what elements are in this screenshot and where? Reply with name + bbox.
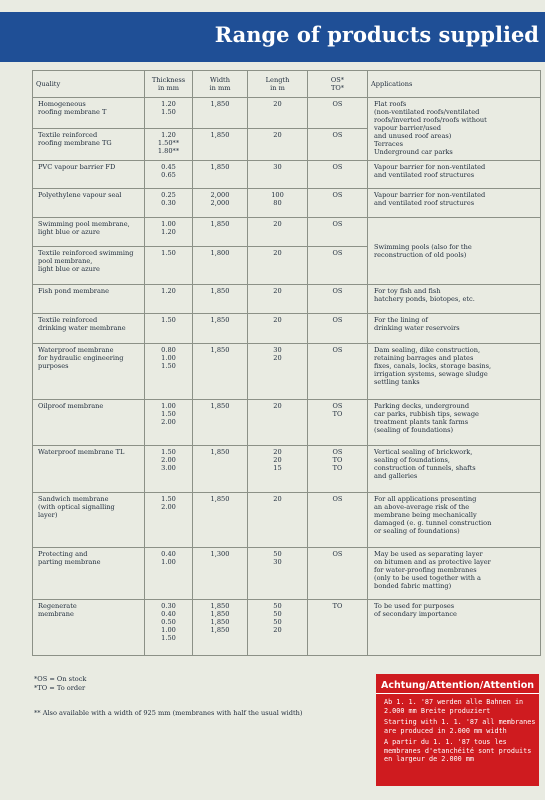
cell-stock: OS [308,129,368,161]
cell-length: 20 [248,400,308,446]
cell-stock: OS [308,98,368,129]
cell-thickness: 0.30 0.40 0.50 1.00 1.50 [145,600,193,656]
cell-thickness: 0.25 0.30 [145,189,193,218]
table-row [33,285,541,314]
cell-length: 50 30 [248,548,308,600]
cell-thickness: 1.50 [145,247,193,285]
cell-applications: Parking decks, underground car parks, rubbish tips, sewage treatment plants tank farms (sealing of foundations) [368,400,541,446]
cell-quality: Sandwich membrane (with optical signalling layer) [33,493,145,548]
header-quality: Quality [33,71,145,98]
header-thickness: Thickness in mm [145,71,193,98]
cell-thickness: 1.50 [145,314,193,344]
table-row [33,98,541,129]
table-row [33,161,541,189]
cell-applications: Swimming pools (also for the reconstruction of old pools) [368,218,541,285]
cell-length: 20 [248,493,308,548]
table-row [33,600,541,656]
cell-stock: OS [308,285,368,314]
cell-thickness: 1.20 1.50 [145,98,193,129]
notice-text [384,698,536,767]
header-stock: OS* TO* [308,71,368,98]
cell-width: 1,850 [193,344,248,400]
cell-stock: OS [308,189,368,218]
cell-length: 50 50 50 20 [248,600,308,656]
cell-stock: OS [308,344,368,400]
notice-title: Achtung/Attention/Attention [380,680,534,691]
cell-thickness: 1.00 1.50 2.00 [145,400,193,446]
cell-width: 1,850 [193,161,248,189]
cell-applications: Vertical sealing of brickwork, sealing of foundations, construction of tunnels, shafts and galleries [368,446,541,493]
notice-divider [376,693,539,694]
cell-stock: OS [308,548,368,600]
products-table [32,70,541,656]
cell-stock: OS TO [308,400,368,446]
cell-length: 20 [248,218,308,247]
notice-english: Starting with 1. 1. '87 all membranes are produced in 2.000 mm width [384,718,536,735]
cell-thickness: 1.50 2.00 3.00 [145,446,193,493]
cell-stock: OS TO TO [308,446,368,493]
cell-quality: Waterproof membrane for hydraulic engineering purposes [33,344,145,400]
cell-width: 1,800 [193,247,248,285]
cell-thickness: 0.80 1.00 1.50 [145,344,193,400]
page-title: Range of products supplied [214,22,539,47]
cell-length: 30 20 [248,344,308,400]
cell-applications: May be used as separating layer on bitumen and as protective layer for water-proofing membranes (only to be used together with a bonded fabric matting) [368,548,541,600]
table-row [33,218,541,247]
cell-width: 1,850 [193,129,248,161]
table-row [33,400,541,446]
cell-applications: For toy fish and fish hatchery ponds, biotopes, etc. [368,285,541,314]
cell-thickness: 1.20 [145,285,193,314]
cell-quality: Swimming pool membrane, light blue or azure [33,218,145,247]
cell-thickness: 0.40 1.00 [145,548,193,600]
notice-german: Ab 1. 1. '87 werden alle Bahnen in 2.000 mm Breite produziert [384,698,524,715]
cell-stock: TO [308,600,368,656]
cell-applications: Flat roofs (non-ventilated roofs/ventilated roofs/inverted roofs/roofs without vapour barrier/used and unused roof areas) Terraces Underground car parks [368,98,541,161]
header-applications: Applications [368,71,541,98]
cell-length: 20 [248,247,308,285]
header-width: Width in mm [193,71,248,98]
cell-length: 20 [248,285,308,314]
cell-quality: Regenerate membrane [33,600,145,656]
cell-quality: Homogeneous roofing membrane T [33,98,145,129]
cell-length: 20 [248,98,308,129]
cell-stock: OS [308,247,368,285]
cell-length: 30 [248,161,308,189]
cell-width: 2,000 2,000 [193,189,248,218]
cell-stock: OS [308,493,368,548]
table-row [33,446,541,493]
table-row [33,344,541,400]
cell-applications: Vapour barrier for non-ventilated and ventilated roof structures [368,161,541,189]
cell-quality: Waterproof membrane TL [33,446,145,493]
cell-stock: OS [308,218,368,247]
cell-width: 1,850 [193,98,248,129]
cell-length: 20 20 15 [248,446,308,493]
cell-width: 1,850 [193,400,248,446]
cell-applications: To be used for purposes of secondary importance [368,600,541,656]
cell-quality: PVC vapour barrier FD [33,161,145,189]
cell-width: 1,850 [193,314,248,344]
cell-applications: For the lining of drinking water reservoirs [368,314,541,344]
table-row [33,493,541,548]
footnote-to-order: *TO = To order [34,684,86,692]
cell-thickness: 0.45 0.65 [145,161,193,189]
cell-thickness: 1.20 1.50** 1.80** [145,129,193,161]
cell-width: 1,850 1,850 1,850 1,850 [193,600,248,656]
table-row [33,314,541,344]
cell-width: 1,850 [193,493,248,548]
cell-quality: Polyethylene vapour seal [33,189,145,218]
cell-length: 20 [248,314,308,344]
cell-quality: Textile reinforced roofing membrane TG [33,129,145,161]
cell-stock: OS [308,161,368,189]
cell-quality: Oilproof membrane [33,400,145,446]
cell-width: 1,850 [193,446,248,493]
cell-length: 100 80 [248,189,308,218]
cell-applications: For all applications presenting an above-average risk of the membrane being mechanically damaged (e. g. tunnel construction or sealing of foundations) [368,493,541,548]
table-row [33,189,541,218]
table-header-row [33,71,541,98]
cell-width: 1,850 [193,218,248,247]
cell-thickness: 1.00 1.20 [145,218,193,247]
cell-quality: Protecting and parting membrane [33,548,145,600]
cell-width: 1,300 [193,548,248,600]
notice-french: A partir du 1. 1. '87 tous les membranes d'etanchéité sont produits en largeur de 2.000 mm [384,738,532,763]
cell-stock: OS [308,314,368,344]
footnote-width: ** Also available with a width of 925 mm (membranes with half the usual width) [34,709,303,717]
header-length: Length in m [248,71,308,98]
cell-length: 20 [248,129,308,161]
footnote-on-stock: *OS = On stock [34,675,87,683]
attention-notice [376,674,539,786]
cell-quality: Textile reinforced drinking water membrane [33,314,145,344]
header-banner [0,12,545,62]
cell-thickness: 1.50 2.00 [145,493,193,548]
cell-width: 1,850 [193,285,248,314]
cell-quality: Textile reinforced swimming pool membrane, light blue or azure [33,247,145,285]
cell-applications: Vapour barrier for non-ventilated and ventilated roof structures [368,189,541,218]
cell-quality: Fish pond membrane [33,285,145,314]
cell-applications: Dam sealing, dike construction, retaining barrages and plates fixes, canals, locks, storage basins, irrigation systems, sewage sludge settling tanks [368,344,541,400]
table-row [33,548,541,600]
